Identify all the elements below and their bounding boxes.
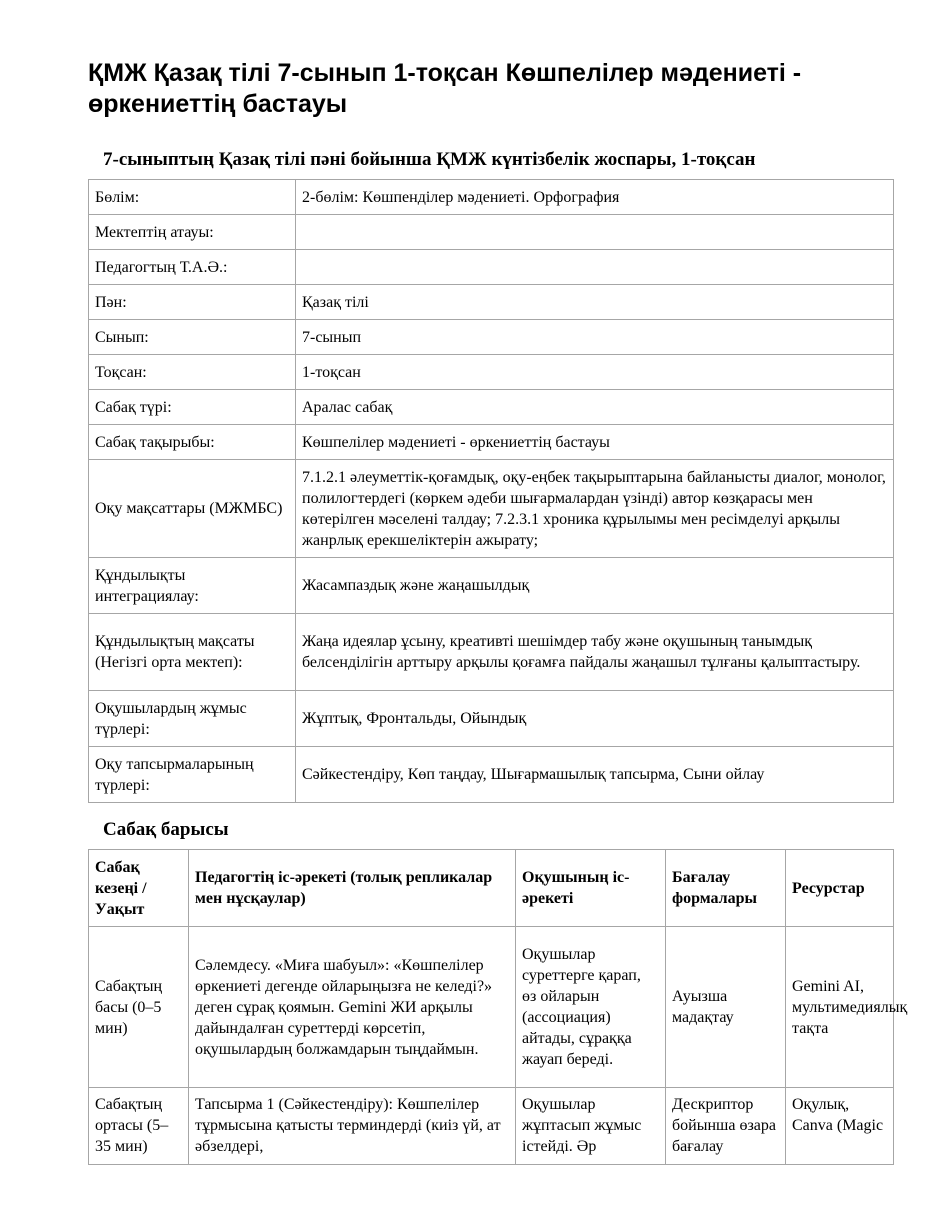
student-action-cell: Оқушылар суреттерге қарап, өз ойларын (ассоциация) айтады, сұраққа жауап береді.	[516, 927, 666, 1088]
table-row	[89, 691, 894, 747]
plan-subtitle: 7-сыныптың Қазақ тілі пәні бойынша ҚМЖ күнтізбелік жоспары, 1-тоқсан	[103, 149, 756, 170]
info-label: Сынып:	[89, 320, 296, 355]
info-value: 7-сынып	[296, 320, 894, 355]
info-label: Педагогтың Т.А.Ә.:	[89, 250, 296, 285]
teacher-action-cell: Тапсырма 1 (Сәйкестендіру): Көшпелілер тұрмысына қатысты терминдерді (киіз үй, ат әбзелдері,	[189, 1088, 516, 1165]
table-row	[89, 1088, 894, 1165]
table-row	[89, 250, 894, 285]
info-label: Құндылықты интеграциялау:	[89, 558, 296, 614]
table-row	[89, 320, 894, 355]
column-header-assessment: Бағалау формалары	[666, 850, 786, 927]
info-label: Тоқсан:	[89, 355, 296, 390]
info-value: Жаңа идеялар ұсыну, креативті шешімдер табу және оқушының танымдық белсенділігін арттыру арқылы қоғамға пайдалы жаңашыл тұлғаны қалыптастыру.	[296, 614, 894, 691]
lesson-section-title: Сабақ барысы	[103, 819, 229, 840]
resources-cell: Оқулық, Canva (Magic	[786, 1088, 894, 1165]
info-label: Бөлім:	[89, 180, 296, 215]
info-label: Оқушылардың жұмыс түрлері:	[89, 691, 296, 747]
table-row	[89, 355, 894, 390]
info-value: 1-тоқсан	[296, 355, 894, 390]
column-header-teacher: Педагогтің іс-әрекеті (толық репликалар мен нұсқаулар)	[189, 850, 516, 927]
info-label: Құндылықтың мақсаты (Негізгі орта мектеп):	[89, 614, 296, 691]
info-value: Сәйкестендіру, Көп таңдау, Шығармашылық тапсырма, Сыни ойлау	[296, 747, 894, 803]
info-value: Аралас сабақ	[296, 390, 894, 425]
info-label: Сабақ түрі:	[89, 390, 296, 425]
lesson-info-table	[88, 179, 894, 803]
stage-cell: Сабақтың ортасы (5–35 мин)	[89, 1088, 189, 1165]
table-row	[89, 180, 894, 215]
info-value	[296, 250, 894, 285]
table-row	[89, 215, 894, 250]
table-row	[89, 285, 894, 320]
student-action-cell: Оқушылар жұптасып жұмыс істейді. Әр	[516, 1088, 666, 1165]
teacher-action-cell: Сәлемдесу. «Миға шабуыл»: «Көшпелілер өркениеті дегенде ойларыңызға не келеді?» деген сұрақ қоямын. Gemini ЖИ арқылы дайындалған суреттерді көрсетіп, оқушылардың болжамдарын тыңдаймын.	[189, 927, 516, 1088]
table-row	[89, 614, 894, 691]
info-value	[296, 215, 894, 250]
info-label: Оқу мақсаттары (МЖМБС)	[89, 460, 296, 558]
column-header-student: Оқушының іс-әрекеті	[516, 850, 666, 927]
column-header-stage: Сабақ кезеңі / Уақыт	[89, 850, 189, 927]
info-label: Сабақ тақырыбы:	[89, 425, 296, 460]
info-value: Қазақ тілі	[296, 285, 894, 320]
table-row	[89, 927, 894, 1088]
assessment-cell: Дескриптор бойынша өзара бағалау	[666, 1088, 786, 1165]
info-value: 2-бөлім: Көшпенділер мәдениеті. Орфография	[296, 180, 894, 215]
page-title: ҚМЖ Қазақ тілі 7-сынып 1-тоқсан Көшпелілер мәдениеті - өркениеттің бастауы	[88, 59, 802, 118]
table-row	[89, 390, 894, 425]
table-row	[89, 425, 894, 460]
info-label: Мектептің атауы:	[89, 215, 296, 250]
column-header-resources: Ресурстар	[786, 850, 894, 927]
table-row	[89, 747, 894, 803]
table-header-row	[89, 850, 894, 927]
resources-cell: Gemini AI, мультимедиялық тақта	[786, 927, 894, 1088]
info-value: Жасампаздық және жаңашылдық	[296, 558, 894, 614]
table-row	[89, 460, 894, 558]
info-value: 7.1.2.1 әлеуметтік-қоғамдық, оқу-еңбек тақырыптарына байланысты диалог, монолог, полилогтердегі (көркем әдеби шығармалардан үзінді) автор көзқарасы мен көтерілген мәселені талдау; 7.2.3.1 хроника құрылымы мен ресімделуі арқылы жанрлық ерекшеліктерін ажырату;	[296, 460, 894, 558]
info-label: Оқу тапсырмаларының түрлері:	[89, 747, 296, 803]
table-row	[89, 558, 894, 614]
info-label: Пән:	[89, 285, 296, 320]
info-value: Көшпелілер мәдениеті - өркениеттің бастауы	[296, 425, 894, 460]
assessment-cell: Ауызша мадақтау	[666, 927, 786, 1088]
lesson-flow-table	[88, 849, 908, 1165]
info-value: Жұптық, Фронтальды, Ойындық	[296, 691, 894, 747]
stage-cell: Сабақтың басы (0–5 мин)	[89, 927, 189, 1088]
